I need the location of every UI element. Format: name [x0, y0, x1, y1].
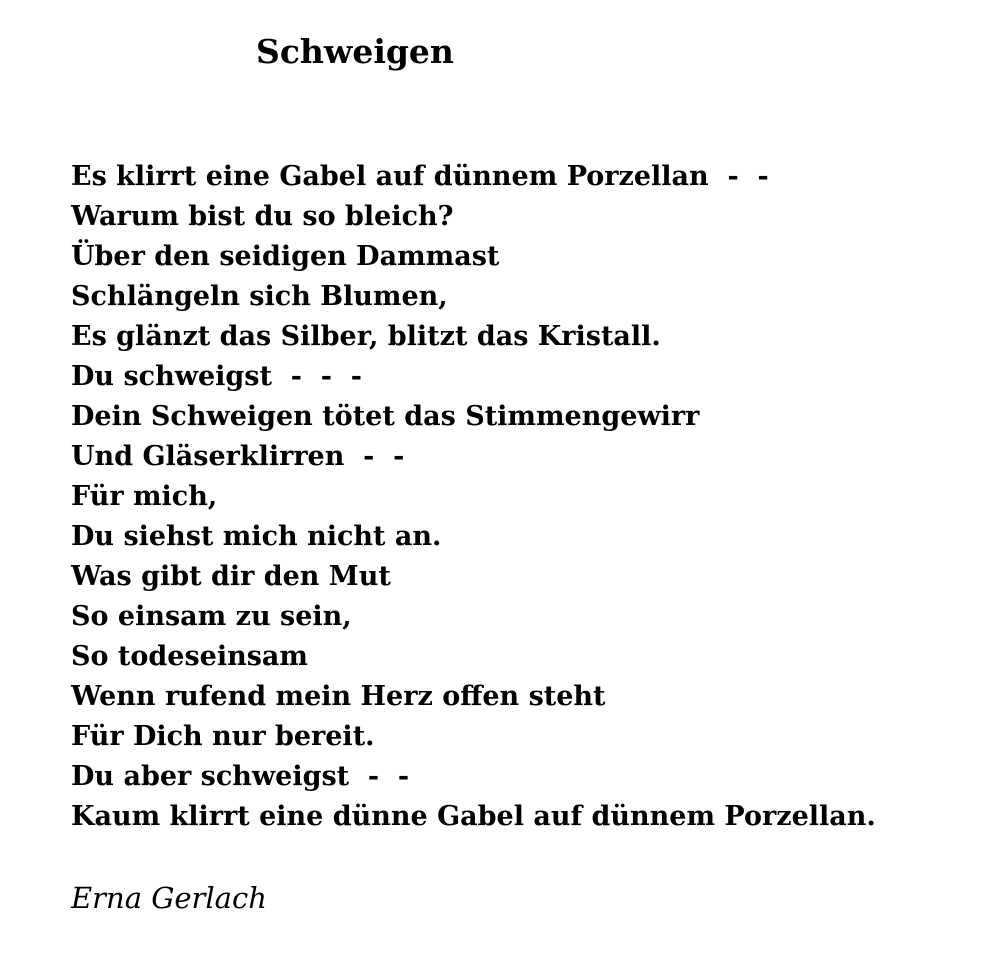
poem-line: Für Dich nur bereit.	[71, 721, 375, 752]
poem-title: Schweigen	[256, 32, 454, 71]
poem-line: So todeseinsam	[71, 641, 308, 672]
poem-line: Über den seidigen Dammast	[71, 241, 500, 272]
poem-line: Es klirrt eine Gabel auf dünnem Porzellan - -	[71, 161, 769, 192]
poem-line: Du siehst mich nicht an.	[71, 521, 442, 552]
poem-line: Du aber schweigst - -	[71, 761, 410, 792]
poem-line: Was gibt dir den Mut	[71, 561, 391, 592]
poem-line: Du schweigst - - -	[71, 361, 362, 392]
poem-body	[71, 157, 876, 837]
poem-line: Dein Schweigen tötet das Stimmengewirr	[71, 401, 700, 432]
poem-line: Schlängeln sich Blumen,	[71, 281, 448, 312]
poem-line: So einsam zu sein,	[71, 601, 352, 632]
poem-line: Und Gläserklirren - -	[71, 441, 405, 472]
poem-author: Erna Gerlach	[71, 881, 267, 915]
poem-line: Für mich,	[71, 481, 218, 512]
poem-line: Kaum klirrt eine dünne Gabel auf dünnem Porzellan.	[71, 801, 876, 832]
poem-line: Warum bist du so bleich?	[71, 201, 454, 232]
poem-line: Wenn rufend mein Herz offen steht	[71, 681, 606, 712]
poem-line: Es glänzt das Silber, blitzt das Kristall.	[71, 321, 661, 352]
